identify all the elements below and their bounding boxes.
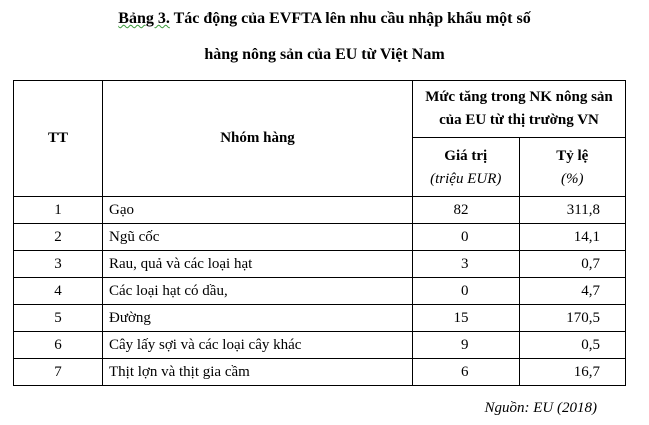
- table-row: [14, 197, 626, 224]
- table-row: [14, 224, 626, 251]
- header-gia-tri-label: Giá trị: [444, 148, 488, 164]
- cell-name: Đường: [103, 305, 413, 332]
- cell-value: 6: [413, 359, 520, 386]
- table-title-line2: hàng nông sản của EU từ Việt Nam: [204, 46, 445, 63]
- cell-name: Thịt lợn và thịt gia cầm: [103, 359, 413, 386]
- cell-name: Gạo: [103, 197, 413, 224]
- cell-value: 82: [413, 197, 520, 224]
- cell-pct: 0,5: [519, 332, 626, 359]
- cell-value: 15: [413, 305, 520, 332]
- cell-tt: 5: [14, 305, 103, 332]
- header-tt: TT: [14, 81, 103, 197]
- cell-name: Cây lấy sợi và các loại cây khác: [103, 332, 413, 359]
- header-ty-le-label: Tỷ lệ: [556, 148, 589, 164]
- cell-tt: 3: [14, 251, 103, 278]
- cell-tt: 7: [14, 359, 103, 386]
- cell-pct: 170,5: [519, 305, 626, 332]
- table-row: [14, 305, 626, 332]
- table-row: [14, 278, 626, 305]
- header-gia-tri-unit: (triệu EUR): [430, 171, 502, 187]
- cell-value: 0: [413, 224, 520, 251]
- cell-name: Rau, quả và các loại hạt: [103, 251, 413, 278]
- cell-value: 0: [413, 278, 520, 305]
- table-caption: [0, 10, 649, 28]
- header-muc-tang-line1: Mức tăng trong NK nông sản: [425, 89, 613, 105]
- table-row: [14, 251, 626, 278]
- header-gia-tri: [413, 138, 520, 197]
- table-row: [14, 332, 626, 359]
- cell-pct: 4,7: [519, 278, 626, 305]
- cell-name: Các loại hạt có dầu,: [103, 278, 413, 305]
- table-title-line1: Tác động của EVFTA lên nhu cầu nhập khẩu một số: [169, 10, 531, 27]
- source-note: Nguồn: EU (2018): [484, 400, 597, 416]
- cell-tt: 6: [14, 332, 103, 359]
- header-nhom-hang: Nhóm hàng: [103, 81, 413, 197]
- cell-value: 3: [413, 251, 520, 278]
- data-table: [13, 80, 626, 386]
- cell-value: 9: [413, 332, 520, 359]
- cell-pct: 0,7: [519, 251, 626, 278]
- table-row: [14, 359, 626, 386]
- cell-pct: 16,7: [519, 359, 626, 386]
- table-number: Bảng 3.: [118, 10, 170, 27]
- cell-tt: 4: [14, 278, 103, 305]
- header-muc-tang: [413, 81, 626, 138]
- cell-name: Ngũ cốc: [103, 224, 413, 251]
- cell-tt: 1: [14, 197, 103, 224]
- header-ty-le: [519, 138, 626, 197]
- header-muc-tang-line2: của EU từ thị trường VN: [439, 112, 599, 128]
- cell-tt: 2: [14, 224, 103, 251]
- header-ty-le-unit: (%): [561, 171, 584, 187]
- cell-pct: 311,8: [519, 197, 626, 224]
- cell-pct: 14,1: [519, 224, 626, 251]
